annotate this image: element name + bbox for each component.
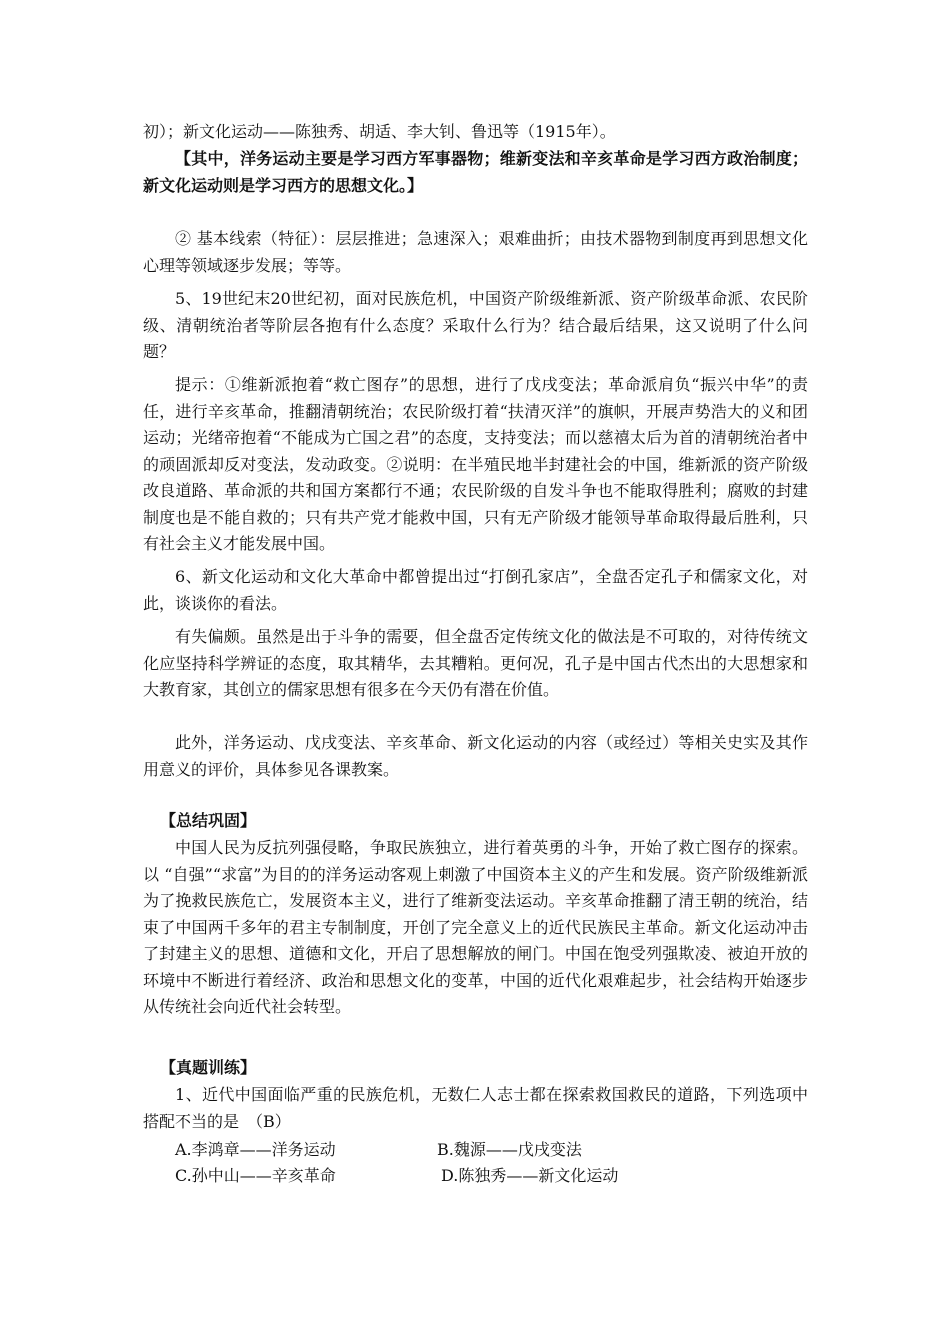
learning-summary-text: 【其中，洋务运动主要是学习西方军事器物；维新变法和辛亥革命是学习西方政治制度；新文化运动则是学习西方的思想文化。】 xyxy=(143,149,808,195)
exercise-question-1: 1、近代中国面临严重的民族危机，无数仁人志士都在探索救国救民的道路，下列选项中搭配不当的是 （B） xyxy=(143,1085,808,1131)
paragraph-learning-summary xyxy=(143,146,808,199)
summary-text: 中国人民为反抗列强侵略，争取民族独立，进行着英勇的斗争，开始了救亡图存的探索。以 “自强”“求富”为目的的洋务运动客观上刺激了中国资本主义的产生和发展。资产阶级维新派为了挽救民族危亡，发展资本主义，进行了维新变法运动。辛亥革命推翻了清王朝的统治，结束了中国两千多年的君主专制制度，开创了完全意义上的近代民族民主革命。新文化运动冲击了封建主义的思想、道德和文化，开启了思想解放的闸门。中国在饱受列强欺凌、被迫开放的环境中不断进行着经济、政治和思想文化的变革，中国的近代化艰难起步，社会结构开始逐步从传统社会向近代社会转型。 xyxy=(143,838,808,1016)
paragraph-hint-answer-5: 提示：①维新派抱着“救亡图存”的思想，进行了戊戌变法；革命派肩负“振兴中华”的责任，进行辛亥革命，推翻清朝统治；农民阶级打着“扶清灭洋”的旗帜，开展声势浩大的义和团运动；光绪帝抱着“不能成为亡国之君”的态度，支持变法；而以慈禧太后为首的清朝统治者中的顽固派却反对变法，发动政变。②说明：在半殖民地半封建社会的中国，维新派的资产阶级改良道路、革命派的共和国方案都行不通；农民阶级的自发斗争也不能取得胜利；腐败的封建制度也是不能自救的；只有共产党才能救中国，只有无产阶级才能领导革命取得最后胜利，只有社会主义才能发展中国。 xyxy=(143,375,808,553)
summary-heading: 【总结巩固】 xyxy=(160,811,257,830)
paragraph-additional-note: 此外，洋务运动、戊戌变法、辛亥革命、新文化运动的内容（或经过）等相关史实及其作用意义的评价，具体参见各课教案。 xyxy=(143,733,808,779)
paragraph-answer-6: 有失偏颇。虽然是出于斗争的需要，但全盘否定传统文化的做法是不可取的，对待传统文化应坚持科学辨证的态度，取其精华，去其糟粕。更何况，孔子是中国古代杰出的大思想家和大教育家，其创立的儒家思想有很多在今天仍有潜在价值。 xyxy=(143,627,808,699)
paragraph-new-culture-figures: 初）；新文化运动——陈独秀、胡适、李大钊、鲁迅等（1915年）。 xyxy=(143,122,616,141)
paragraph-basic-clues: ② 基本线索（特征）：层层推进；急速深入；艰难曲折；由技术器物到制度再到思想文化心理等领域逐步发展；等等。 xyxy=(143,229,808,275)
option-b: B.魏源——戊戌变法 xyxy=(437,1140,582,1159)
option-c: C.孙中山——辛亥革命 xyxy=(175,1166,336,1185)
paragraph-question-5: 5、19世纪末20世纪初，面对民族危机，中国资产阶级维新派、资产阶级革命派、农民阶级、清朝统治者等阶层各抱有什么态度？采取什么行为？结合最后结果，这又说明了什么问题？ xyxy=(143,289,808,361)
option-a: A.李鸿章——洋务运动 xyxy=(175,1140,336,1159)
exercise-heading: 【真题训练】 xyxy=(160,1058,257,1077)
option-d: D.陈独秀——新文化运动 xyxy=(441,1166,619,1185)
paragraph-question-6: 6、新文化运动和文化大革命中都曾提出过“打倒孔家店”，全盘否定孔子和儒家文化，对此，谈谈你的看法。 xyxy=(143,567,808,613)
